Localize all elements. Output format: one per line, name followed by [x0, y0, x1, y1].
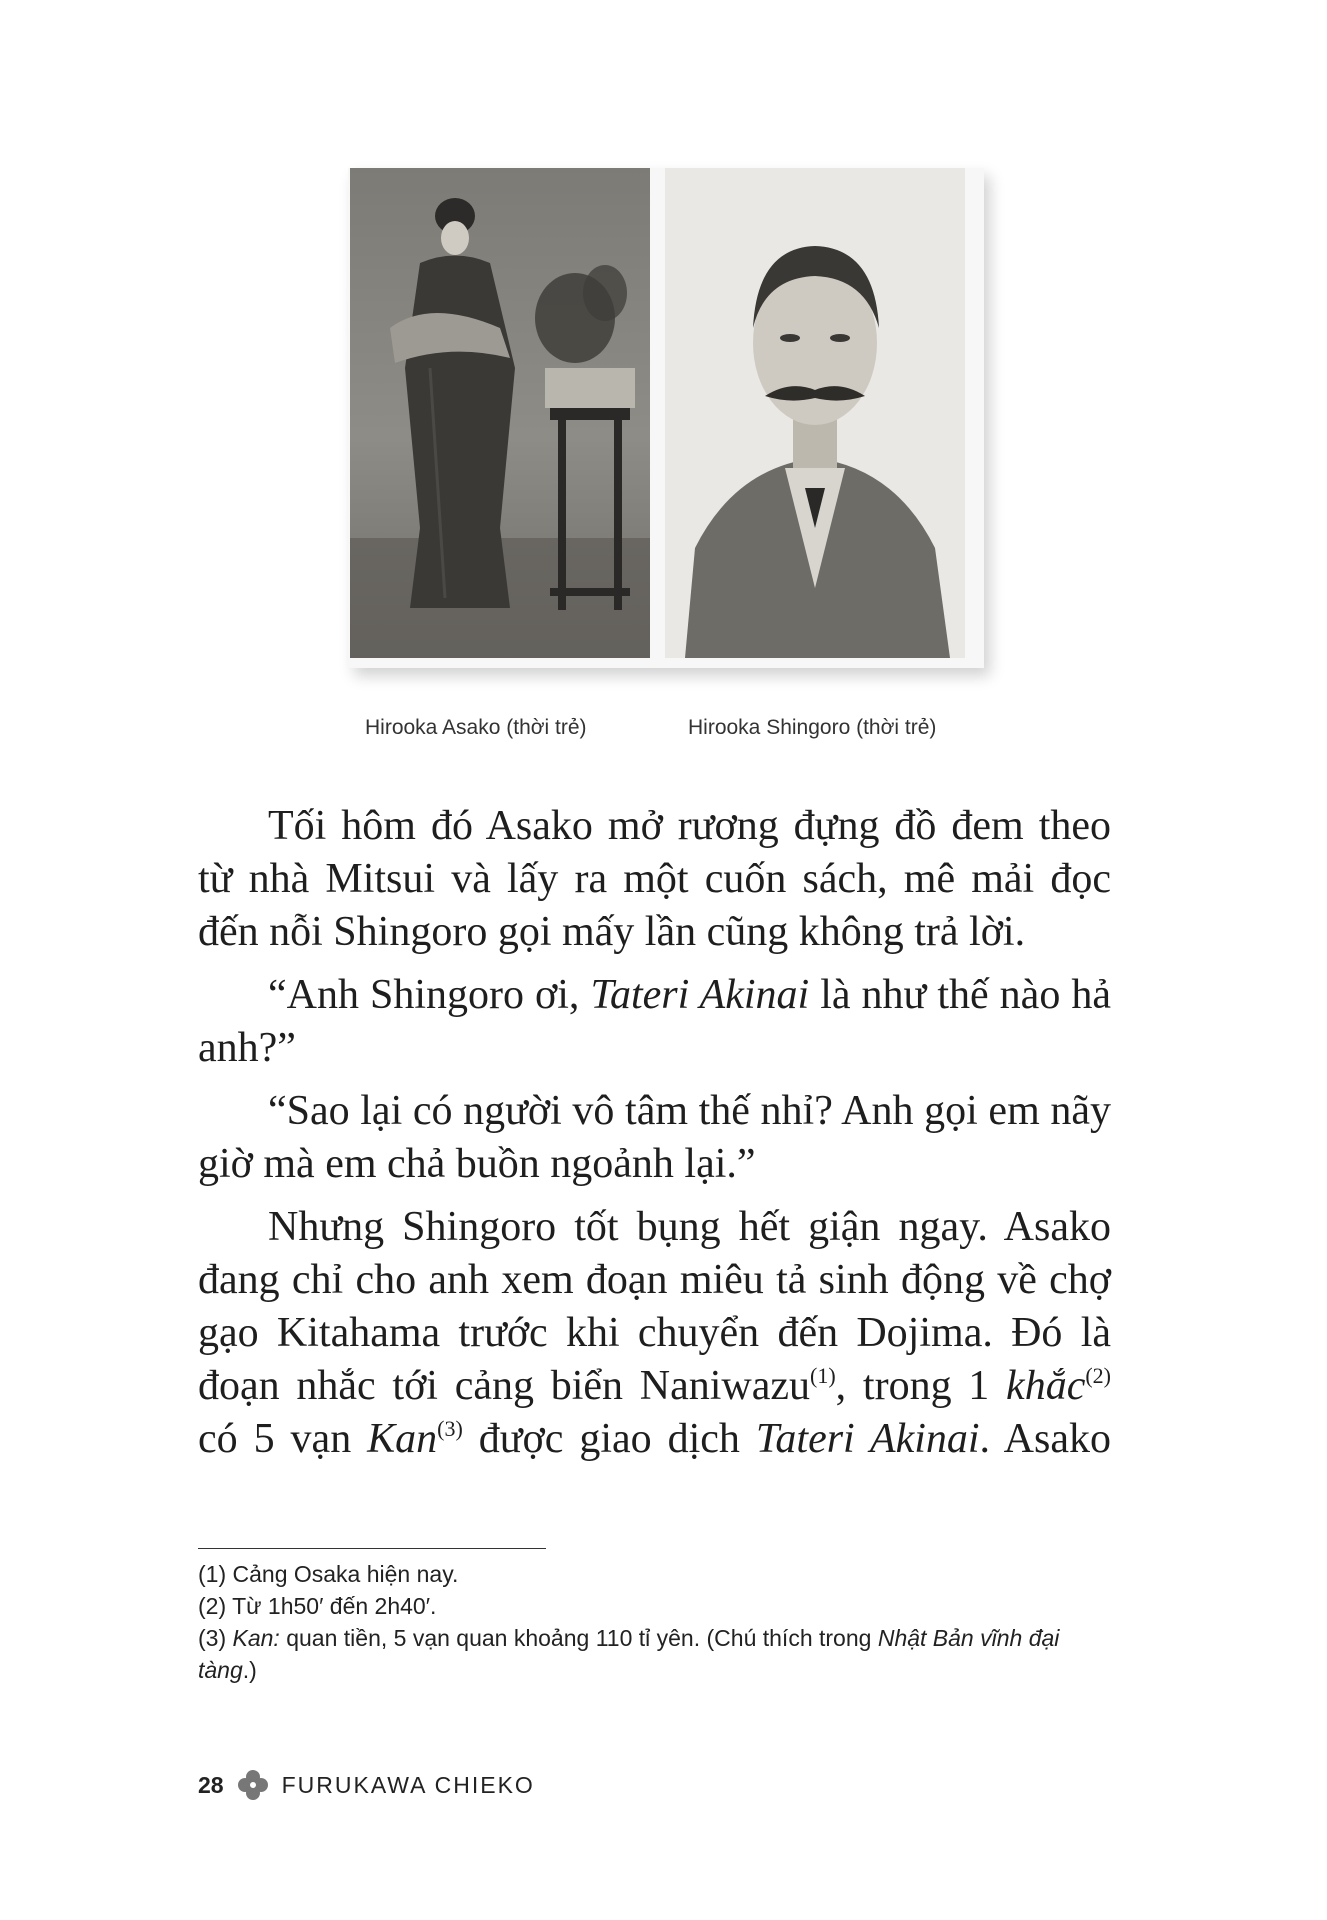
photo-hirooka-shingoro — [665, 168, 965, 658]
footnote-ref-1[interactable]: (1) — [810, 1363, 836, 1388]
footnote-3-term: Kan: — [232, 1625, 280, 1651]
footnote-2: (2) Từ 1h50′ đến 2h40′. — [198, 1593, 437, 1619]
p4-text-f: được giao dịch — [462, 1416, 756, 1462]
photo-caption-left: Hirooka Asako (thời trẻ) — [365, 716, 587, 739]
page-number: 28 — [198, 1771, 224, 1798]
paragraph-1: Tối hôm đó Asako mở rương đựng đồ đem theo từ nhà Mitsui và lấy ra một cuốn sách, mê mải đọc đến nỗi Shingoro gọi mấy lần cũng không trả lời. — [198, 803, 1111, 955]
p4-text-h: . Asako — [979, 1416, 1111, 1462]
p2-text-a: “Anh Shingoro ơi, — [268, 972, 591, 1018]
footnote-ref-3[interactable]: (3) — [437, 1416, 463, 1441]
p4-term-kan: Kan — [367, 1416, 438, 1462]
photo-hirooka-asako — [350, 168, 650, 658]
photo-caption-right: Hirooka Shingoro (thời trẻ) — [688, 716, 937, 739]
p2-text-c: là như thế nào hả anh?” — [198, 972, 1111, 1071]
footnote-3-book-title: Nhật Bản vĩnh đại tàng — [198, 1625, 1060, 1683]
p4-text-a: Nhưng Shingoro tốt bụng hết giận ngay. Asako đang chỉ cho anh xem đoạn miêu tả sinh động về chợ gạo Kitahama trước khi chuyển đến Dojima. Đó là đoạn nhắc tới cảng biển Naniwazu — [198, 1204, 1111, 1409]
paragraph-2 — [198, 969, 1111, 1075]
footnotes — [198, 1558, 1113, 1686]
author-name: FURUKAWA CHIEKO — [281, 1771, 535, 1798]
footnote-divider — [198, 1548, 546, 1549]
paragraph-4 — [198, 1201, 1111, 1466]
footnote-1: (1) Cảng Osaka hiện nay. — [198, 1561, 459, 1587]
clover-icon — [236, 1768, 270, 1802]
footnote-ref-2[interactable]: (2) — [1085, 1363, 1111, 1388]
footnote-3-text: quan tiền, 5 vạn quan khoảng 110 tỉ yên. (Chú thích trong — [279, 1625, 878, 1651]
p4-term-tateri-akinai: Tateri Akinai — [755, 1416, 980, 1462]
footnote-3 — [198, 1622, 1113, 1686]
paragraph-3: “Sao lại có người vô tâm thế nhỉ? Anh gọi em nãy giờ mà em chả buồn ngoảnh lại.” — [198, 1088, 1111, 1187]
p2-term-tateri-akinai: Tateri Akinai — [590, 972, 810, 1018]
p4-term-khac: khắc — [1006, 1363, 1086, 1409]
p4-text-b: , trong 1 — [835, 1363, 1007, 1409]
footnote-3-end: .) — [242, 1657, 257, 1683]
page-footer — [198, 1768, 535, 1802]
body-text — [198, 800, 1111, 1476]
p4-text-d: có 5 vạn — [198, 1416, 368, 1462]
footnote-3-num: (3) — [198, 1625, 233, 1651]
